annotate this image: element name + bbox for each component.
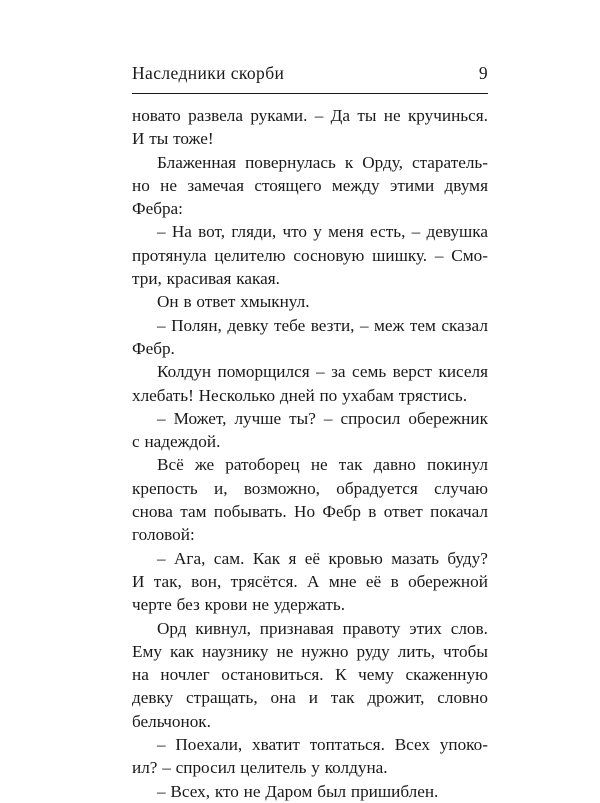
text-line: – Всех, кто не Даром был пришиблен. xyxy=(157,781,439,801)
page-number: 9 xyxy=(478,63,488,83)
header-rule xyxy=(132,93,488,94)
text-line: снова там побывать. Но Фебр в ответ покачал xyxy=(132,502,488,522)
text-line: три, красивая какая. xyxy=(132,269,280,289)
text-line: головой: xyxy=(132,525,195,545)
text-line: – На вот, гляди, что у меня есть, – девушка xyxy=(157,222,488,242)
text-line: хлебать! Несколько дней по ухабам трястись. xyxy=(132,385,468,405)
text-line: крепость и, возможно, обрадуется случаю xyxy=(132,478,488,498)
text-line: с надеждой. xyxy=(132,432,221,452)
text-line: Фебр. xyxy=(132,338,175,358)
text-line: Орд кивнул, признавая правоту этих слов. xyxy=(157,618,488,638)
text-line: И так, вон, трясётся. А мне её в обережной xyxy=(132,571,488,591)
text-line: Блаженная повернулась к Орду, старатель- xyxy=(157,152,488,172)
text-line: Всё же ратоборец не так давно покинул xyxy=(157,455,488,475)
text-line: – Полян, девку тебе везти, – меж тем сказал xyxy=(157,315,488,335)
text-line: – Ага, сам. Как я её кровью мазать буду? xyxy=(157,548,488,568)
text-line: И ты тоже! xyxy=(132,129,214,149)
text-line: новато развела руками. – Да ты не кручинься. xyxy=(132,106,488,125)
text-line: Он в ответ хмыкнул. xyxy=(157,292,310,312)
text-line: Ему как наузнику не нужно руду лить, чтобы xyxy=(132,641,488,661)
text-line: девку стращать, она и так дрожит, словно xyxy=(132,688,488,708)
text-line: – Может, лучше ты? – спросил обережник xyxy=(157,408,488,428)
text-line: бельчонок. xyxy=(132,711,211,731)
book-title: Наследники скорби xyxy=(132,63,285,83)
text-line: протянула целителю сосновую шишку. – Смо- xyxy=(132,245,488,265)
text-line: на ночлег остановиться. К чему скаженную xyxy=(132,665,488,685)
running-head xyxy=(132,63,488,89)
text-line: ил? – спросил целитель у колдуна. xyxy=(132,758,388,778)
text-line: – Поехали, хватит топтаться. Всех упоко- xyxy=(157,735,488,755)
text-line: черте без крови не удержать. xyxy=(132,595,346,615)
body-text xyxy=(132,104,488,803)
text-line: Колдун поморщился – за семь верст киселя xyxy=(157,362,488,382)
text-line: Фебра: xyxy=(132,199,183,219)
text-line: но не замечая стоящего между этими двумя xyxy=(132,175,488,195)
